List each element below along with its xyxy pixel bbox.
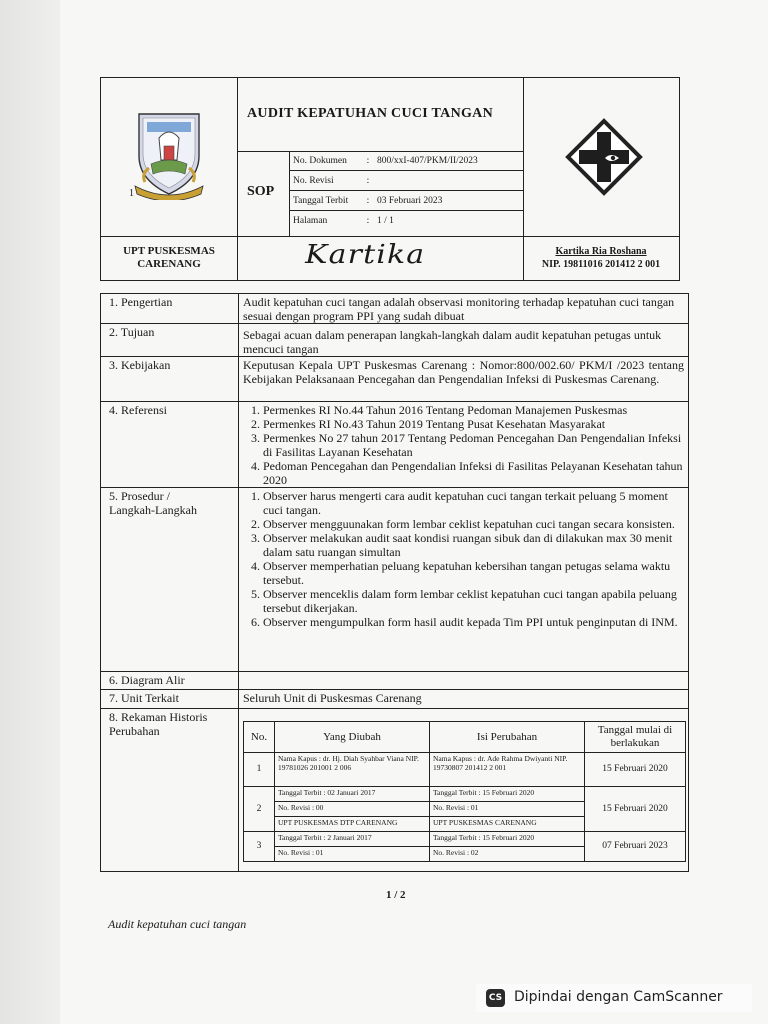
footer-doc-title: Audit kepatuhan cuci tangan	[108, 917, 247, 931]
section-row	[101, 690, 689, 709]
info-label: No. Revisi	[289, 171, 363, 191]
list-item: 4. Observer memperhatian peluang kepatuhan kebersihan tangan petugas selama waktu tersebut.	[263, 559, 684, 587]
info-label: Tanggal Terbit	[289, 191, 363, 211]
row-number: 2	[244, 787, 275, 832]
section-text: Audit kepatuhan cuci tangan adalah observasi monitoring terhadap kepatuhan cuci tangan sesuai dengan program PPI yang sudah dibuat	[239, 294, 689, 324]
sop-header	[100, 77, 680, 281]
header-cell: No.	[244, 722, 275, 753]
content-cell: UPT PUSKESMAS CARENANG	[430, 817, 585, 832]
camscanner-icon: CS	[486, 989, 505, 1007]
section-row	[101, 488, 689, 672]
info-row: Tanggal Terbit : 03 Februari 2023	[289, 191, 523, 211]
list-item: 5. Observer menceklis dalam form lembar ceklist kepatuhan cuci tangan apabila peluang tersebut dikerjakan.	[263, 587, 684, 615]
changed-cell: No. Revisi : 00	[275, 802, 430, 817]
section-label: 2. Tujuan	[101, 324, 239, 357]
changed-cell: Tanggal Terbit : 02 Januari 2017	[275, 787, 430, 802]
section-row	[101, 294, 689, 324]
changed-cell: No. Revisi : 01	[275, 847, 430, 862]
list-item: 4. Pedoman Pencegahan dan Pengendalian Infeksi di Fasilitas Pelayanan Kesehatan tahun 2020	[263, 459, 684, 487]
history-table	[243, 721, 686, 862]
list-item: 3. Permenkes No 27 tahun 2017 Tentang Pedoman Pencegahan Dan Pengendalian Infeksi di Fasilitas Layanan Kesehatan	[263, 431, 684, 459]
list-item: 6. Observer mengumpulkan form hasil audit kepada Tim PPI untuk penginputan di INM.	[263, 615, 684, 629]
section-label: 7. Unit Terkait	[101, 690, 239, 709]
page-edge-shadow	[0, 0, 60, 1024]
section-text: Sebagai acuan dalam penerapan langkah-langkah dalam audit kepatuhan petugas untuk mencuci tangan	[239, 324, 689, 357]
changed-cell: UPT PUSKESMAS DTP CARENANG	[275, 817, 430, 832]
content-cell: Nama Kapus : dr. Ade Rahma Dwiyanti NIP. 19730807 201412 2 001	[430, 753, 585, 787]
section-row	[101, 402, 689, 488]
content-cell: Tanggal Terbit : 15 Februari 2020	[430, 832, 585, 847]
logo-number: 1	[129, 188, 134, 199]
changed-cell: Nama Kapus : dr. Hj. Diah Syahbar Viana NIP. 19781026 201001 2 006	[275, 753, 430, 787]
date-cell: 15 Februari 2020	[585, 753, 686, 787]
head-name: Kartika Ria Roshana	[555, 246, 647, 257]
section-row	[101, 672, 689, 690]
info-value	[373, 171, 523, 191]
table-row	[244, 787, 686, 802]
sop-label: SOP	[247, 184, 275, 199]
info-row: No. Revisi :	[289, 171, 523, 191]
header-cell: Isi Perubahan	[430, 722, 585, 753]
content-cell: No. Revisi : 02	[430, 847, 585, 862]
history-header	[244, 722, 686, 753]
row-number: 3	[244, 832, 275, 862]
section-row	[101, 709, 689, 872]
list-item: 2. Permenkes RI No.43 Tahun 2019 Tentang Pusat Kesehatan Masyarakat	[263, 417, 684, 431]
info-value: 1 / 1	[377, 215, 394, 226]
section-label: 1. Pengertian	[101, 294, 239, 324]
header-cell: Yang Diubah	[275, 722, 430, 753]
header-cell: Tanggal mulai di berlakukan	[585, 722, 686, 753]
info-label: No. Dokumen	[289, 151, 363, 171]
sop-content-table	[100, 293, 689, 872]
info-row: Halaman : 1 / 1	[289, 211, 523, 231]
section-text: Seluruh Unit di Puskesmas Carenang	[239, 690, 689, 709]
date-cell: 15 Februari 2020	[585, 787, 686, 832]
signature: Kartika	[305, 240, 426, 270]
section-row	[101, 324, 689, 357]
section-label: 8. Rekaman Historis Perubahan	[101, 709, 239, 872]
info-value: 03 Februari 2023	[373, 191, 523, 211]
table-row	[244, 832, 686, 847]
row-number: 1	[244, 753, 275, 787]
changed-cell: Tanggal Terbit : 2 Januari 2017	[275, 832, 430, 847]
section-label: 5. Prosedur / Langkah-Langkah	[101, 488, 239, 672]
procedure-list	[243, 489, 684, 629]
org-name: UPT PUSKESMAS CARENANG	[123, 245, 215, 270]
info-label: Halaman	[293, 215, 328, 226]
section-row	[101, 357, 689, 402]
section-label: 6. Diagram Alir	[101, 672, 239, 690]
page-number: 1 / 2	[386, 889, 406, 901]
list-item: 2. Observer mengguunakan form lembar ceklist kepatuhan cuci tangan secara konsisten.	[263, 517, 684, 531]
section-label: 3. Kebijakan	[101, 357, 239, 402]
document-info-table	[289, 151, 523, 230]
camscanner-text: Dipindai dengan CamScanner	[514, 989, 723, 1005]
date-cell: 07 Februari 2023	[585, 832, 686, 862]
content-cell: No. Revisi : 01	[430, 802, 585, 817]
section-text: Keputusan Kepala UPT Puskesmas Carenang : Nomor:800/002.60/ PKM/I /2023 tentang Kebijakan Pelaksanaan Pencegahan dan Pengendalian Infeksi di Puskesmas Carenang.	[239, 357, 689, 402]
info-row: No. Dokumen : 800/xxI-407/PKM/II/2023	[289, 151, 523, 171]
table-row	[244, 753, 686, 787]
section-label: 4. Referensi	[101, 402, 239, 488]
list-item: 3. Observer melakukan audit saat kondisi ruangan sibuk dan di dilakukan max 30 menit dalam satu ruangan simultan	[263, 531, 684, 559]
section-text	[239, 672, 689, 690]
head-nip: NIP. 19811016 201412 2 001	[541, 259, 661, 270]
list-item: 1. Observer harus mengerti cara audit kepatuhan cuci tangan terkait peluang 5 moment cuci tangan.	[263, 489, 684, 517]
document-title: AUDIT KEPATUHAN CUCI TANGAN	[247, 106, 493, 121]
province-logo	[131, 108, 207, 200]
info-value: 800/xxI-407/PKM/II/2023	[373, 151, 523, 171]
reference-list	[243, 403, 684, 487]
camscanner-badge	[476, 984, 752, 1012]
list-item: 1. Permenkes RI No.44 Tahun 2016 Tentang Pedoman Manajemen Puskesmas	[263, 403, 684, 417]
content-cell: Tanggal Terbit : 15 Februari 2020	[430, 787, 585, 802]
puskesmas-logo	[565, 118, 643, 196]
